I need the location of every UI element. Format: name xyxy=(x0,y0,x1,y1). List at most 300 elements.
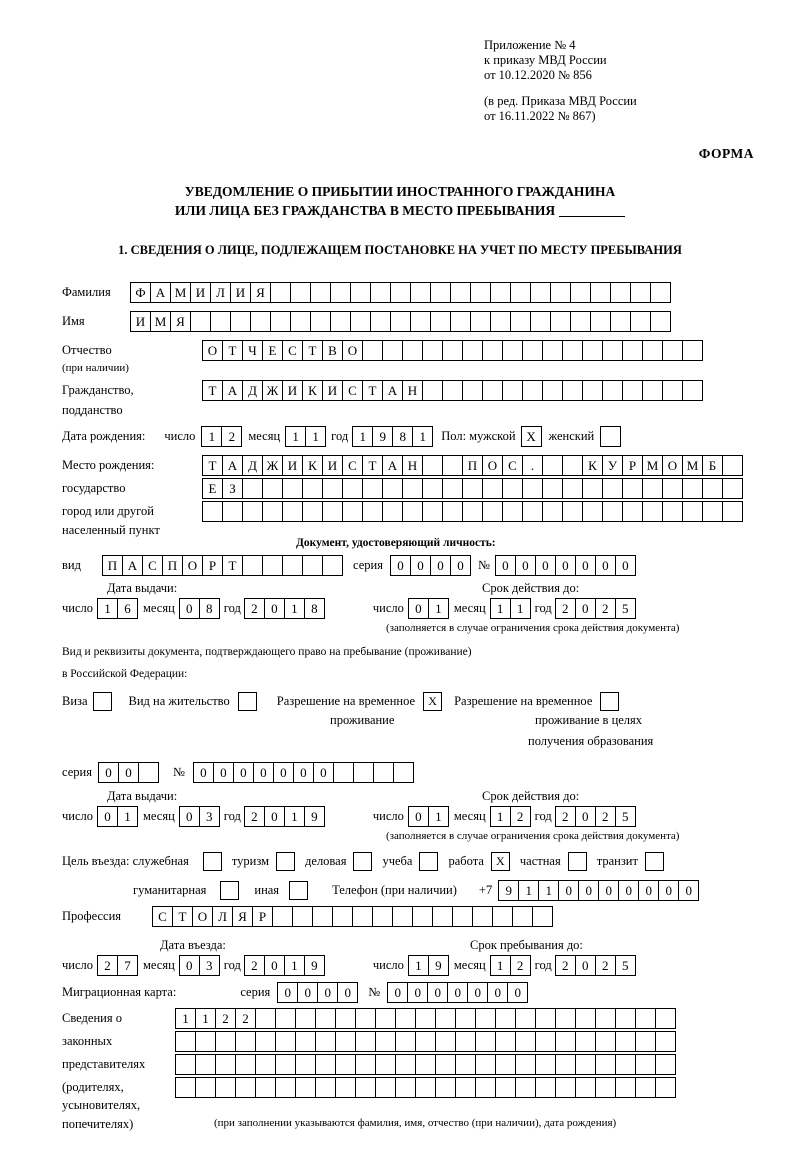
stay-year-input[interactable] xyxy=(555,955,636,976)
char-cell[interactable]: 8 xyxy=(199,598,220,619)
birth-month-input[interactable] xyxy=(285,426,326,447)
char-cell[interactable] xyxy=(275,1008,296,1029)
char-cell[interactable] xyxy=(215,1077,236,1098)
char-cell[interactable] xyxy=(582,478,603,499)
char-cell[interactable] xyxy=(442,501,463,522)
char-cell[interactable] xyxy=(502,501,523,522)
entry-year-input[interactable] xyxy=(244,955,325,976)
char-cell[interactable] xyxy=(392,906,413,927)
char-cell[interactable] xyxy=(562,478,583,499)
char-cell[interactable]: 2 xyxy=(215,1008,236,1029)
char-cell[interactable]: Е xyxy=(262,340,283,361)
char-cell[interactable]: А xyxy=(382,380,403,401)
char-cell[interactable] xyxy=(262,478,283,499)
char-cell[interactable] xyxy=(515,1054,536,1075)
char-cell[interactable]: 2 xyxy=(235,1008,256,1029)
char-cell[interactable] xyxy=(242,555,263,576)
char-cell[interactable] xyxy=(175,1031,196,1052)
char-cell[interactable] xyxy=(442,455,463,476)
char-cell[interactable]: 0 xyxy=(98,762,119,783)
permit-issue-year-input[interactable] xyxy=(244,806,325,827)
char-cell[interactable]: С xyxy=(282,340,303,361)
citizenship-input[interactable] xyxy=(202,380,703,401)
char-cell[interactable] xyxy=(302,555,323,576)
char-cell[interactable]: 1 xyxy=(412,426,433,447)
char-cell[interactable]: С xyxy=(342,380,363,401)
char-cell[interactable] xyxy=(275,1031,296,1052)
char-cell[interactable] xyxy=(375,1077,396,1098)
char-cell[interactable]: У xyxy=(602,455,623,476)
residence-permit-checkbox[interactable] xyxy=(238,692,257,711)
char-cell[interactable] xyxy=(295,1008,316,1029)
char-cell[interactable] xyxy=(330,311,351,332)
char-cell[interactable]: А xyxy=(222,455,243,476)
char-cell[interactable] xyxy=(590,311,611,332)
char-cell[interactable] xyxy=(635,1031,656,1052)
char-cell[interactable]: И xyxy=(282,455,303,476)
char-cell[interactable] xyxy=(350,311,371,332)
char-cell[interactable] xyxy=(415,1008,436,1029)
char-cell[interactable]: 0 xyxy=(595,555,616,576)
char-cell[interactable] xyxy=(610,311,631,332)
char-cell[interactable]: З xyxy=(222,478,243,499)
char-cell[interactable]: О xyxy=(482,455,503,476)
char-cell[interactable] xyxy=(442,478,463,499)
char-cell[interactable] xyxy=(535,1054,556,1075)
char-cell[interactable] xyxy=(355,1077,376,1098)
char-cell[interactable]: О xyxy=(202,340,223,361)
char-cell[interactable] xyxy=(562,455,583,476)
birth-year-input[interactable] xyxy=(352,426,433,447)
char-cell[interactable]: А xyxy=(150,282,171,303)
char-cell[interactable] xyxy=(450,311,471,332)
char-cell[interactable] xyxy=(555,1077,576,1098)
char-cell[interactable] xyxy=(662,380,683,401)
char-cell[interactable]: 0 xyxy=(598,880,619,901)
char-cell[interactable]: 0 xyxy=(264,598,285,619)
purpose-other-checkbox[interactable] xyxy=(289,881,308,900)
permit-issue-day-input[interactable] xyxy=(97,806,138,827)
char-cell[interactable] xyxy=(442,380,463,401)
char-cell[interactable]: П xyxy=(102,555,123,576)
char-cell[interactable] xyxy=(522,380,543,401)
char-cell[interactable] xyxy=(410,282,431,303)
char-cell[interactable] xyxy=(482,340,503,361)
char-cell[interactable]: И xyxy=(190,282,211,303)
char-cell[interactable] xyxy=(515,1031,536,1052)
char-cell[interactable] xyxy=(355,1054,376,1075)
char-cell[interactable]: Л xyxy=(212,906,233,927)
char-cell[interactable] xyxy=(242,478,263,499)
char-cell[interactable] xyxy=(562,380,583,401)
char-cell[interactable]: Ж xyxy=(262,455,283,476)
char-cell[interactable] xyxy=(582,501,603,522)
purpose-humanitarian-checkbox[interactable] xyxy=(220,881,239,900)
char-cell[interactable] xyxy=(310,282,331,303)
char-cell[interactable] xyxy=(353,762,374,783)
iddoc-issue-day-input[interactable] xyxy=(97,598,138,619)
char-cell[interactable] xyxy=(215,1031,236,1052)
char-cell[interactable] xyxy=(270,311,291,332)
char-cell[interactable] xyxy=(335,1008,356,1029)
iddoc-number-input[interactable] xyxy=(495,555,636,576)
char-cell[interactable] xyxy=(595,1077,616,1098)
legal-reps-row-1-input[interactable] xyxy=(175,1008,676,1029)
char-cell[interactable] xyxy=(255,1031,276,1052)
char-cell[interactable]: 0 xyxy=(615,555,636,576)
char-cell[interactable] xyxy=(622,340,643,361)
char-cell[interactable]: И xyxy=(130,311,151,332)
char-cell[interactable] xyxy=(482,380,503,401)
char-cell[interactable] xyxy=(722,501,743,522)
char-cell[interactable]: М xyxy=(682,455,703,476)
char-cell[interactable] xyxy=(455,1054,476,1075)
char-cell[interactable]: Л xyxy=(210,282,231,303)
stay-day-input[interactable] xyxy=(408,955,449,976)
char-cell[interactable] xyxy=(370,282,391,303)
char-cell[interactable] xyxy=(262,501,283,522)
iddoc-valid-day-input[interactable] xyxy=(408,598,449,619)
char-cell[interactable]: 0 xyxy=(678,880,699,901)
char-cell[interactable]: 0 xyxy=(575,955,596,976)
char-cell[interactable]: И xyxy=(322,455,343,476)
char-cell[interactable]: 0 xyxy=(495,555,516,576)
char-cell[interactable] xyxy=(635,1077,656,1098)
char-cell[interactable] xyxy=(402,478,423,499)
char-cell[interactable]: 9 xyxy=(304,806,325,827)
char-cell[interactable]: 0 xyxy=(317,982,338,1003)
char-cell[interactable] xyxy=(472,906,493,927)
char-cell[interactable]: 1 xyxy=(117,806,138,827)
char-cell[interactable]: 1 xyxy=(284,598,305,619)
char-cell[interactable] xyxy=(282,478,303,499)
iddoc-issue-month-input[interactable] xyxy=(179,598,220,619)
char-cell[interactable] xyxy=(390,282,411,303)
char-cell[interactable] xyxy=(475,1008,496,1029)
char-cell[interactable] xyxy=(502,340,523,361)
char-cell[interactable] xyxy=(393,762,414,783)
migration-number-input[interactable] xyxy=(387,982,528,1003)
char-cell[interactable]: 5 xyxy=(615,806,636,827)
char-cell[interactable] xyxy=(290,282,311,303)
char-cell[interactable] xyxy=(450,282,471,303)
char-cell[interactable]: Т xyxy=(222,555,243,576)
char-cell[interactable] xyxy=(515,1008,536,1029)
char-cell[interactable]: С xyxy=(152,906,173,927)
char-cell[interactable]: 0 xyxy=(297,982,318,1003)
char-cell[interactable] xyxy=(622,501,643,522)
char-cell[interactable] xyxy=(322,555,343,576)
char-cell[interactable] xyxy=(255,1008,276,1029)
char-cell[interactable] xyxy=(373,762,394,783)
char-cell[interactable] xyxy=(542,478,563,499)
char-cell[interactable] xyxy=(455,1077,476,1098)
char-cell[interactable] xyxy=(402,501,423,522)
purpose-study-checkbox[interactable] xyxy=(419,852,438,871)
char-cell[interactable]: 0 xyxy=(253,762,274,783)
char-cell[interactable] xyxy=(390,311,411,332)
char-cell[interactable]: 9 xyxy=(372,426,393,447)
char-cell[interactable]: 0 xyxy=(407,982,428,1003)
char-cell[interactable]: 0 xyxy=(337,982,358,1003)
char-cell[interactable] xyxy=(702,501,723,522)
char-cell[interactable]: 0 xyxy=(264,955,285,976)
char-cell[interactable] xyxy=(315,1054,336,1075)
permit-valid-month-input[interactable] xyxy=(490,806,531,827)
char-cell[interactable] xyxy=(555,1054,576,1075)
char-cell[interactable] xyxy=(662,478,683,499)
char-cell[interactable]: 0 xyxy=(575,806,596,827)
char-cell[interactable] xyxy=(235,1031,256,1052)
char-cell[interactable] xyxy=(582,380,603,401)
char-cell[interactable]: О xyxy=(192,906,213,927)
char-cell[interactable]: Е xyxy=(202,478,223,499)
char-cell[interactable]: И xyxy=(282,380,303,401)
char-cell[interactable] xyxy=(430,311,451,332)
permit-number-input[interactable] xyxy=(193,762,414,783)
char-cell[interactable] xyxy=(235,1054,256,1075)
char-cell[interactable]: П xyxy=(462,455,483,476)
char-cell[interactable] xyxy=(435,1077,456,1098)
char-cell[interactable]: Ф xyxy=(130,282,151,303)
edu-residence-checkbox[interactable] xyxy=(600,692,619,711)
char-cell[interactable] xyxy=(302,478,323,499)
char-cell[interactable] xyxy=(292,906,313,927)
char-cell[interactable] xyxy=(635,1008,656,1029)
char-cell[interactable]: 0 xyxy=(97,806,118,827)
char-cell[interactable] xyxy=(422,501,443,522)
char-cell[interactable]: 0 xyxy=(390,555,411,576)
char-cell[interactable]: 2 xyxy=(244,806,265,827)
char-cell[interactable]: С xyxy=(342,455,363,476)
char-cell[interactable] xyxy=(542,340,563,361)
char-cell[interactable]: Р xyxy=(252,906,273,927)
char-cell[interactable]: Т xyxy=(172,906,193,927)
char-cell[interactable] xyxy=(422,455,443,476)
iddoc-valid-month-input[interactable] xyxy=(490,598,531,619)
char-cell[interactable] xyxy=(382,501,403,522)
char-cell[interactable] xyxy=(382,340,403,361)
char-cell[interactable]: Я xyxy=(170,311,191,332)
char-cell[interactable] xyxy=(435,1008,456,1029)
char-cell[interactable] xyxy=(195,1077,216,1098)
char-cell[interactable]: Т xyxy=(362,455,383,476)
char-cell[interactable]: 0 xyxy=(578,880,599,901)
char-cell[interactable]: М xyxy=(150,311,171,332)
char-cell[interactable] xyxy=(302,501,323,522)
sex-male-checkbox[interactable]: X xyxy=(521,426,542,447)
char-cell[interactable] xyxy=(515,1077,536,1098)
permit-valid-day-input[interactable] xyxy=(408,806,449,827)
char-cell[interactable] xyxy=(682,478,703,499)
char-cell[interactable] xyxy=(282,555,303,576)
char-cell[interactable] xyxy=(250,311,271,332)
char-cell[interactable] xyxy=(522,340,543,361)
char-cell[interactable] xyxy=(575,1031,596,1052)
char-cell[interactable]: Д xyxy=(242,380,263,401)
char-cell[interactable] xyxy=(342,478,363,499)
char-cell[interactable] xyxy=(542,501,563,522)
char-cell[interactable] xyxy=(570,282,591,303)
birthplace-row-3-input[interactable] xyxy=(202,501,743,522)
char-cell[interactable] xyxy=(412,906,433,927)
char-cell[interactable] xyxy=(682,501,703,522)
char-cell[interactable] xyxy=(175,1077,196,1098)
char-cell[interactable]: 2 xyxy=(555,806,576,827)
char-cell[interactable]: М xyxy=(642,455,663,476)
char-cell[interactable] xyxy=(535,1008,556,1029)
char-cell[interactable] xyxy=(402,340,423,361)
char-cell[interactable] xyxy=(522,478,543,499)
char-cell[interactable] xyxy=(615,1008,636,1029)
iddoc-valid-year-input[interactable] xyxy=(555,598,636,619)
char-cell[interactable] xyxy=(270,282,291,303)
char-cell[interactable] xyxy=(555,1031,576,1052)
char-cell[interactable]: Н xyxy=(402,380,423,401)
char-cell[interactable] xyxy=(322,501,343,522)
char-cell[interactable]: 0 xyxy=(575,555,596,576)
char-cell[interactable]: Н xyxy=(402,455,423,476)
char-cell[interactable] xyxy=(375,1031,396,1052)
char-cell[interactable] xyxy=(362,501,383,522)
char-cell[interactable] xyxy=(602,478,623,499)
char-cell[interactable]: 0 xyxy=(410,555,431,576)
char-cell[interactable] xyxy=(275,1054,296,1075)
char-cell[interactable] xyxy=(590,282,611,303)
char-cell[interactable] xyxy=(602,340,623,361)
char-cell[interactable]: Ж xyxy=(262,380,283,401)
purpose-work-checkbox[interactable]: X xyxy=(491,852,510,871)
char-cell[interactable] xyxy=(350,282,371,303)
char-cell[interactable] xyxy=(290,311,311,332)
permit-issue-month-input[interactable] xyxy=(179,806,220,827)
stay-month-input[interactable] xyxy=(490,955,531,976)
char-cell[interactable]: 8 xyxy=(392,426,413,447)
char-cell[interactable]: 1 xyxy=(510,598,531,619)
char-cell[interactable]: 2 xyxy=(244,955,265,976)
char-cell[interactable]: 6 xyxy=(117,598,138,619)
char-cell[interactable]: 0 xyxy=(277,982,298,1003)
char-cell[interactable] xyxy=(375,1054,396,1075)
char-cell[interactable] xyxy=(495,1008,516,1029)
char-cell[interactable] xyxy=(335,1031,356,1052)
char-cell[interactable] xyxy=(722,478,743,499)
char-cell[interactable] xyxy=(542,455,563,476)
char-cell[interactable] xyxy=(415,1031,436,1052)
char-cell[interactable] xyxy=(335,1077,356,1098)
char-cell[interactable]: Р xyxy=(202,555,223,576)
char-cell[interactable]: . xyxy=(522,455,543,476)
char-cell[interactable] xyxy=(315,1008,336,1029)
char-cell[interactable]: Б xyxy=(702,455,723,476)
char-cell[interactable] xyxy=(342,501,363,522)
char-cell[interactable]: 2 xyxy=(595,955,616,976)
birthplace-row-2-input[interactable] xyxy=(202,478,743,499)
char-cell[interactable] xyxy=(462,478,483,499)
char-cell[interactable] xyxy=(362,340,383,361)
char-cell[interactable] xyxy=(595,1054,616,1075)
char-cell[interactable] xyxy=(575,1054,596,1075)
permit-valid-year-input[interactable] xyxy=(555,806,636,827)
char-cell[interactable]: 2 xyxy=(595,598,616,619)
char-cell[interactable]: 0 xyxy=(535,555,556,576)
char-cell[interactable] xyxy=(382,478,403,499)
char-cell[interactable] xyxy=(330,282,351,303)
char-cell[interactable]: О xyxy=(662,455,683,476)
purpose-service-checkbox[interactable] xyxy=(203,852,222,871)
char-cell[interactable] xyxy=(615,1077,636,1098)
char-cell[interactable]: 1 xyxy=(284,806,305,827)
char-cell[interactable]: 0 xyxy=(447,982,468,1003)
char-cell[interactable]: 2 xyxy=(244,598,265,619)
char-cell[interactable] xyxy=(522,501,543,522)
char-cell[interactable] xyxy=(272,906,293,927)
char-cell[interactable]: 8 xyxy=(304,598,325,619)
char-cell[interactable] xyxy=(415,1054,436,1075)
char-cell[interactable]: 0 xyxy=(273,762,294,783)
char-cell[interactable] xyxy=(570,311,591,332)
char-cell[interactable] xyxy=(650,311,671,332)
char-cell[interactable]: П xyxy=(162,555,183,576)
char-cell[interactable] xyxy=(475,1054,496,1075)
char-cell[interactable]: 1 xyxy=(428,598,449,619)
char-cell[interactable] xyxy=(510,282,531,303)
char-cell[interactable]: 3 xyxy=(199,955,220,976)
char-cell[interactable]: К xyxy=(302,455,323,476)
char-cell[interactable]: 2 xyxy=(97,955,118,976)
char-cell[interactable] xyxy=(462,340,483,361)
char-cell[interactable] xyxy=(550,311,571,332)
char-cell[interactable] xyxy=(415,1077,436,1098)
char-cell[interactable]: 5 xyxy=(615,955,636,976)
char-cell[interactable] xyxy=(655,1008,676,1029)
char-cell[interactable] xyxy=(195,1031,216,1052)
char-cell[interactable]: И xyxy=(322,380,343,401)
char-cell[interactable]: 9 xyxy=(498,880,519,901)
char-cell[interactable]: 1 xyxy=(284,955,305,976)
char-cell[interactable]: 2 xyxy=(510,806,531,827)
patronymic-input[interactable] xyxy=(202,340,703,361)
char-cell[interactable] xyxy=(635,1054,656,1075)
char-cell[interactable]: А xyxy=(222,380,243,401)
char-cell[interactable] xyxy=(555,1008,576,1029)
char-cell[interactable] xyxy=(422,478,443,499)
char-cell[interactable] xyxy=(242,501,263,522)
char-cell[interactable] xyxy=(190,311,211,332)
char-cell[interactable]: 1 xyxy=(408,955,429,976)
char-cell[interactable] xyxy=(630,311,651,332)
char-cell[interactable] xyxy=(372,906,393,927)
char-cell[interactable]: 1 xyxy=(305,426,326,447)
char-cell[interactable]: К xyxy=(302,380,323,401)
char-cell[interactable]: 0 xyxy=(193,762,214,783)
char-cell[interactable] xyxy=(435,1031,456,1052)
entry-month-input[interactable] xyxy=(179,955,220,976)
char-cell[interactable] xyxy=(495,1031,516,1052)
char-cell[interactable]: Р xyxy=(622,455,643,476)
char-cell[interactable] xyxy=(642,380,663,401)
char-cell[interactable] xyxy=(462,380,483,401)
char-cell[interactable] xyxy=(315,1077,336,1098)
char-cell[interactable] xyxy=(682,340,703,361)
char-cell[interactable]: 1 xyxy=(97,598,118,619)
char-cell[interactable]: 0 xyxy=(213,762,234,783)
char-cell[interactable] xyxy=(562,340,583,361)
char-cell[interactable] xyxy=(255,1077,276,1098)
char-cell[interactable] xyxy=(138,762,159,783)
char-cell[interactable] xyxy=(282,501,303,522)
char-cell[interactable] xyxy=(642,478,663,499)
